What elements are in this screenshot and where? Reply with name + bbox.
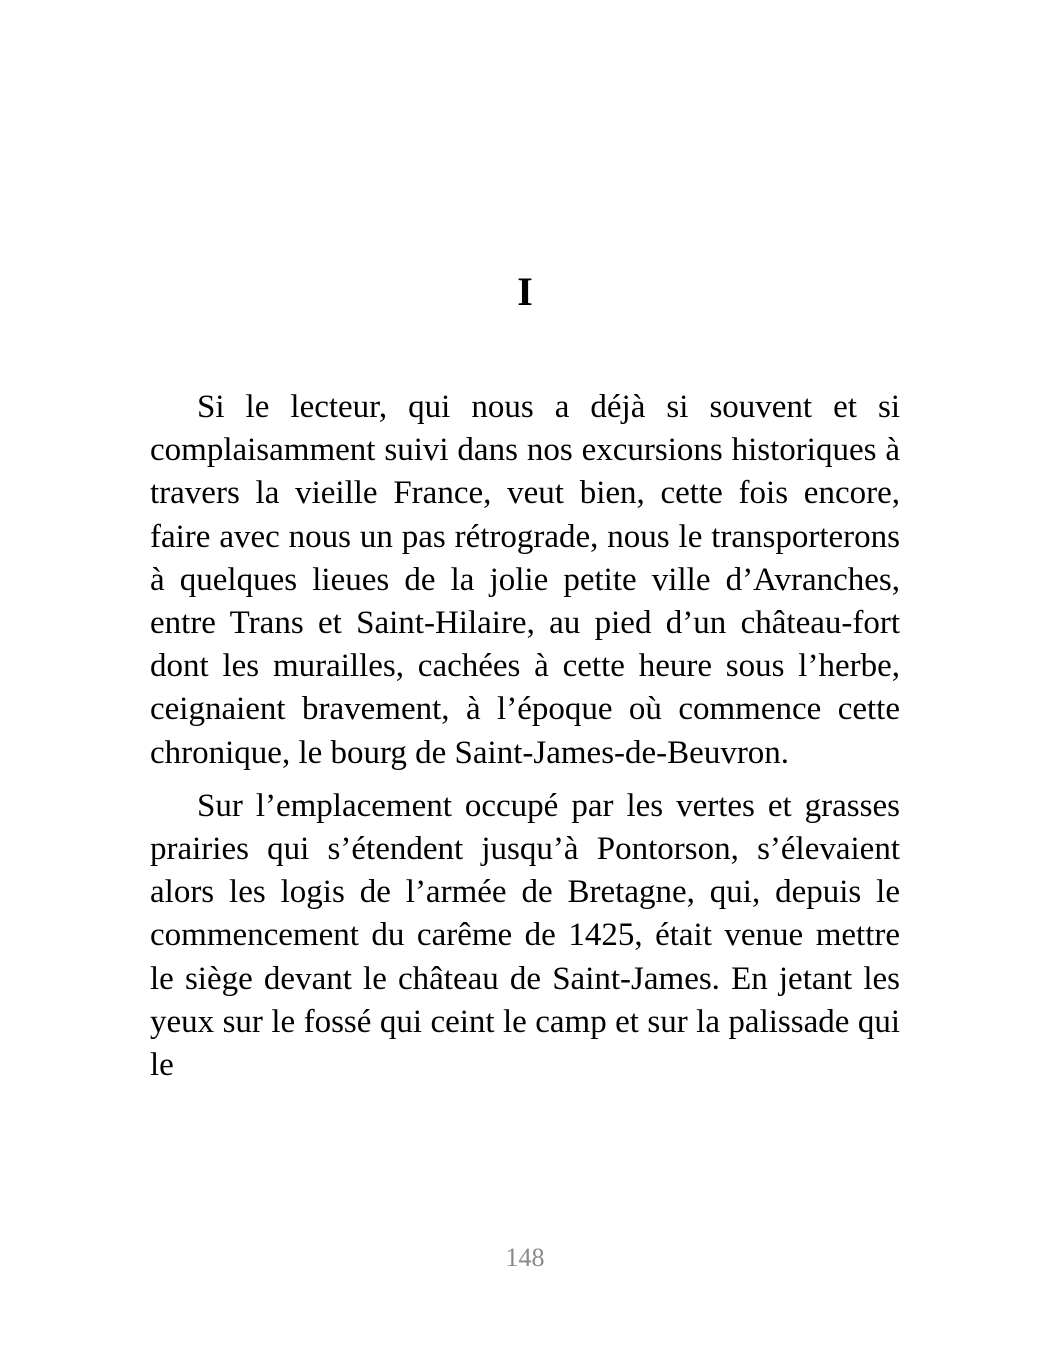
- page-number: 148: [505, 1243, 545, 1272]
- paragraph-2: Sur l’emplacement occupé par les vertes et grasses prairies qui s’étendent jusqu’à Pontorson, s’élevaient alors les logis de l’armée de Bretagne, qui, depuis le commencement du carême de 1425, était venue mettre le siège devant le château de Saint-James. En jetant les yeux sur le fossé qui ceint le camp et sur la palissade qui le: [150, 787, 900, 1084]
- chapter-heading: I: [517, 269, 533, 314]
- body-text: [150, 386, 900, 1087]
- paragraph-1: Si le lecteur, qui nous a déjà si souvent et si complaisamment suivi dans nos excursions historiques à travers la vieille France, veut bien, cette fois encore, faire avec nous un pas rétrograde, nous le transporterons à quelques lieues de la jolie petite ville d’Avranches, entre Trans et Saint-Hilaire, au pied d’un château-fort dont les murailles, cachées à cette heure sous l’herbe, ceignaient bravement, à l’époque où commence cette chronique, le bourg de Saint-James-de-Beuvron.: [150, 389, 900, 771]
